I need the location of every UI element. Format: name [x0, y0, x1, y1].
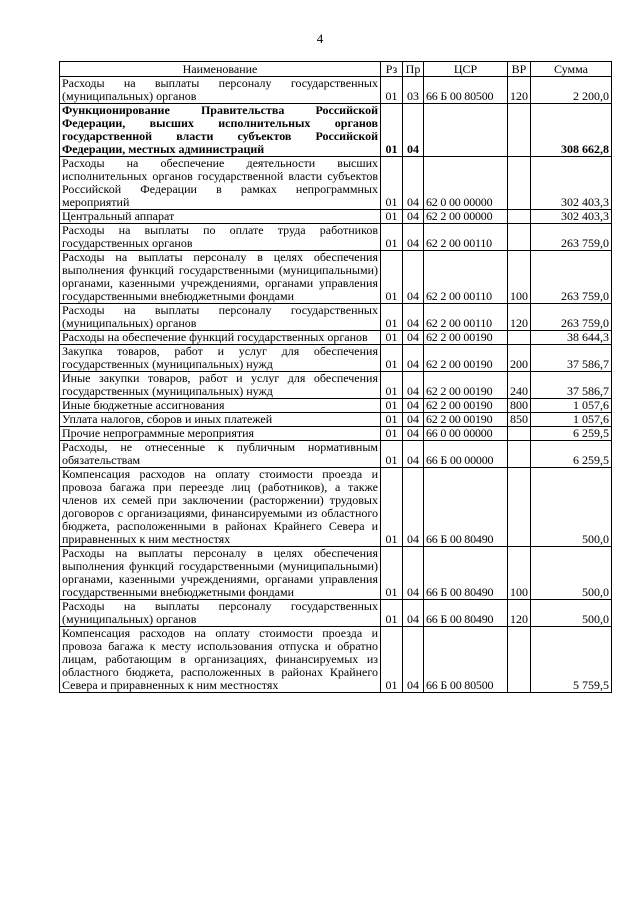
row-pr-cell: 04 — [403, 372, 424, 399]
row-csr-cell: 62 2 00 00190 — [424, 413, 508, 427]
row-pr-cell: 04 — [403, 427, 424, 441]
row-sum-cell: 263 759,0 — [531, 304, 612, 331]
header-name: Наименование — [60, 62, 381, 77]
row-sum-cell: 263 759,0 — [531, 224, 612, 251]
table-row — [60, 427, 612, 441]
row-csr-cell: 62 2 00 00190 — [424, 345, 508, 372]
header-rz: Рз — [381, 62, 403, 77]
row-pr-cell: 04 — [403, 399, 424, 413]
row-vr-cell — [508, 468, 531, 547]
row-pr-cell: 04 — [403, 210, 424, 224]
row-vr-cell: 100 — [508, 547, 531, 600]
row-sum-cell: 37 586,7 — [531, 345, 612, 372]
row-pr-cell: 04 — [403, 547, 424, 600]
row-name-cell: Иные бюджетные ассигнования — [60, 399, 381, 413]
budget-table — [59, 61, 612, 693]
row-name-cell: Расходы, не отнесенные к публичным нормативным обязательствам — [60, 441, 381, 468]
row-csr-cell: 62 2 00 00110 — [424, 251, 508, 304]
row-csr-cell: 62 2 00 00110 — [424, 304, 508, 331]
table-row — [60, 413, 612, 427]
row-csr-cell — [424, 104, 508, 157]
header-pr: Пр — [403, 62, 424, 77]
row-csr-cell: 62 2 00 00110 — [424, 224, 508, 251]
table-row — [60, 304, 612, 331]
row-csr-cell: 66 Б 00 80490 — [424, 468, 508, 547]
row-csr-cell: 66 0 00 00000 — [424, 427, 508, 441]
row-vr-cell: 240 — [508, 372, 531, 399]
row-vr-cell: 120 — [508, 77, 531, 104]
row-pr-cell: 04 — [403, 345, 424, 372]
row-vr-cell: 100 — [508, 251, 531, 304]
row-rz-cell: 01 — [381, 345, 403, 372]
row-vr-cell: 850 — [508, 413, 531, 427]
table-row — [60, 372, 612, 399]
row-name-cell: Расходы на выплаты персоналу государственных (муниципальных) органов — [60, 77, 381, 104]
row-rz-cell: 01 — [381, 547, 403, 600]
table-row — [60, 627, 612, 693]
header-sum: Сумма — [531, 62, 612, 77]
row-rz-cell: 01 — [381, 441, 403, 468]
row-csr-cell: 62 0 00 00000 — [424, 157, 508, 210]
row-sum-cell: 308 662,8 — [531, 104, 612, 157]
row-vr-cell: 800 — [508, 399, 531, 413]
table-row — [60, 77, 612, 104]
row-name-cell: Расходы на выплаты персоналу в целях обеспечения выполнения функций государственными (муниципальными) органами, казенными учреждениями, органами управления государственными внебюджетными фондами — [60, 251, 381, 304]
row-csr-cell: 62 2 00 00190 — [424, 331, 508, 345]
table-header-row — [60, 62, 612, 77]
header-vr: ВР — [508, 62, 531, 77]
row-sum-cell: 1 057,6 — [531, 399, 612, 413]
row-name-cell: Расходы на обеспечение деятельности высших исполнительных органов государственной власти субъектов Российской Федерации в рамках непрограммных мероприятий — [60, 157, 381, 210]
row-sum-cell: 6 259,5 — [531, 441, 612, 468]
row-name-cell: Компенсация расходов на оплату стоимости проезда и провоза багажа к месту использования отпуска и обратно лицам, работающим в организациях, финансируемых из областного бюджета, расположенных в районах Крайнего Севера и приравненных к ним местностях — [60, 627, 381, 693]
row-name-cell: Закупка товаров, работ и услуг для обеспечения государственных (муниципальных) нужд — [60, 345, 381, 372]
row-pr-cell: 04 — [403, 627, 424, 693]
row-pr-cell: 04 — [403, 441, 424, 468]
row-pr-cell: 04 — [403, 331, 424, 345]
row-vr-cell: 120 — [508, 304, 531, 331]
row-pr-cell: 04 — [403, 104, 424, 157]
row-name-cell: Центральный аппарат — [60, 210, 381, 224]
row-rz-cell: 01 — [381, 468, 403, 547]
row-vr-cell: 120 — [508, 600, 531, 627]
row-rz-cell: 01 — [381, 251, 403, 304]
table-row — [60, 331, 612, 345]
row-pr-cell: 04 — [403, 413, 424, 427]
row-pr-cell: 04 — [403, 600, 424, 627]
row-pr-cell: 04 — [403, 157, 424, 210]
header-csr: ЦСР — [424, 62, 508, 77]
row-sum-cell: 302 403,3 — [531, 210, 612, 224]
row-csr-cell: 66 Б 00 80490 — [424, 547, 508, 600]
row-sum-cell: 302 403,3 — [531, 157, 612, 210]
row-name-cell: Расходы на выплаты персоналу в целях обеспечения выполнения функций государственными (муниципальными) органами, казенными учреждениями, органами управления государственными внебюджетными фондами — [60, 547, 381, 600]
row-vr-cell — [508, 331, 531, 345]
row-vr-cell — [508, 157, 531, 210]
row-rz-cell: 01 — [381, 210, 403, 224]
table-row — [60, 104, 612, 157]
row-name-cell: Компенсация расходов на оплату стоимости проезда и провоза багажа при переезде лиц (работников), а также членов их семей при заключении (расторжении) трудовых договоров с организациями, финансируемыми из областного бюджета, расположенными в районах Крайнего Севера и приравненных к ним местностях — [60, 468, 381, 547]
table-row — [60, 441, 612, 468]
row-vr-cell — [508, 441, 531, 468]
row-vr-cell — [508, 427, 531, 441]
row-name-cell: Функционирование Правительства Российской Федерации, высших исполнительных органов государственной власти субъектов Российской Федерации, местных администраций — [60, 104, 381, 157]
row-rz-cell: 01 — [381, 304, 403, 331]
row-name-cell: Иные закупки товаров, работ и услуг для обеспечения государственных (муниципальных) нужд — [60, 372, 381, 399]
page-number: 4 — [316, 31, 324, 46]
row-rz-cell: 01 — [381, 157, 403, 210]
row-vr-cell — [508, 224, 531, 251]
row-vr-cell: 200 — [508, 345, 531, 372]
row-rz-cell: 01 — [381, 224, 403, 251]
row-vr-cell — [508, 627, 531, 693]
table-row — [60, 547, 612, 600]
row-csr-cell: 62 2 00 00190 — [424, 372, 508, 399]
row-sum-cell: 2 200,0 — [531, 77, 612, 104]
row-sum-cell: 5 759,5 — [531, 627, 612, 693]
table-row — [60, 210, 612, 224]
row-sum-cell: 500,0 — [531, 547, 612, 600]
row-sum-cell: 500,0 — [531, 468, 612, 547]
table-row — [60, 468, 612, 547]
table-row — [60, 224, 612, 251]
row-name-cell: Уплата налогов, сборов и иных платежей — [60, 413, 381, 427]
row-pr-cell: 03 — [403, 77, 424, 104]
row-csr-cell: 62 2 00 00000 — [424, 210, 508, 224]
row-rz-cell: 01 — [381, 104, 403, 157]
row-csr-cell: 66 Б 00 80490 — [424, 600, 508, 627]
row-rz-cell: 01 — [381, 413, 403, 427]
row-name-cell: Прочие непрограммные мероприятия — [60, 427, 381, 441]
row-sum-cell: 263 759,0 — [531, 251, 612, 304]
row-sum-cell: 500,0 — [531, 600, 612, 627]
table-row — [60, 157, 612, 210]
row-sum-cell: 1 057,6 — [531, 413, 612, 427]
row-rz-cell: 01 — [381, 399, 403, 413]
row-name-cell: Расходы на обеспечение функций государственных органов — [60, 331, 381, 345]
row-rz-cell: 01 — [381, 627, 403, 693]
table-row — [60, 399, 612, 413]
row-rz-cell: 01 — [381, 427, 403, 441]
row-sum-cell: 38 644,3 — [531, 331, 612, 345]
row-rz-cell: 01 — [381, 372, 403, 399]
row-sum-cell: 6 259,5 — [531, 427, 612, 441]
row-vr-cell — [508, 104, 531, 157]
row-rz-cell: 01 — [381, 600, 403, 627]
row-csr-cell: 66 Б 00 80500 — [424, 77, 508, 104]
table-row — [60, 345, 612, 372]
row-name-cell: Расходы на выплаты персоналу государственных (муниципальных) органов — [60, 304, 381, 331]
table-row — [60, 251, 612, 304]
row-csr-cell: 66 Б 00 80500 — [424, 627, 508, 693]
row-vr-cell — [508, 210, 531, 224]
row-rz-cell: 01 — [381, 77, 403, 104]
row-pr-cell: 04 — [403, 468, 424, 547]
table-row — [60, 600, 612, 627]
row-pr-cell: 04 — [403, 251, 424, 304]
row-csr-cell: 62 2 00 00190 — [424, 399, 508, 413]
row-pr-cell: 04 — [403, 224, 424, 251]
row-sum-cell: 37 586,7 — [531, 372, 612, 399]
table-body — [60, 77, 612, 693]
row-name-cell: Расходы на выплаты персоналу государственных (муниципальных) органов — [60, 600, 381, 627]
row-csr-cell: 66 Б 00 00000 — [424, 441, 508, 468]
row-pr-cell: 04 — [403, 304, 424, 331]
row-name-cell: Расходы на выплаты по оплате труда работников государственных органов — [60, 224, 381, 251]
row-rz-cell: 01 — [381, 331, 403, 345]
